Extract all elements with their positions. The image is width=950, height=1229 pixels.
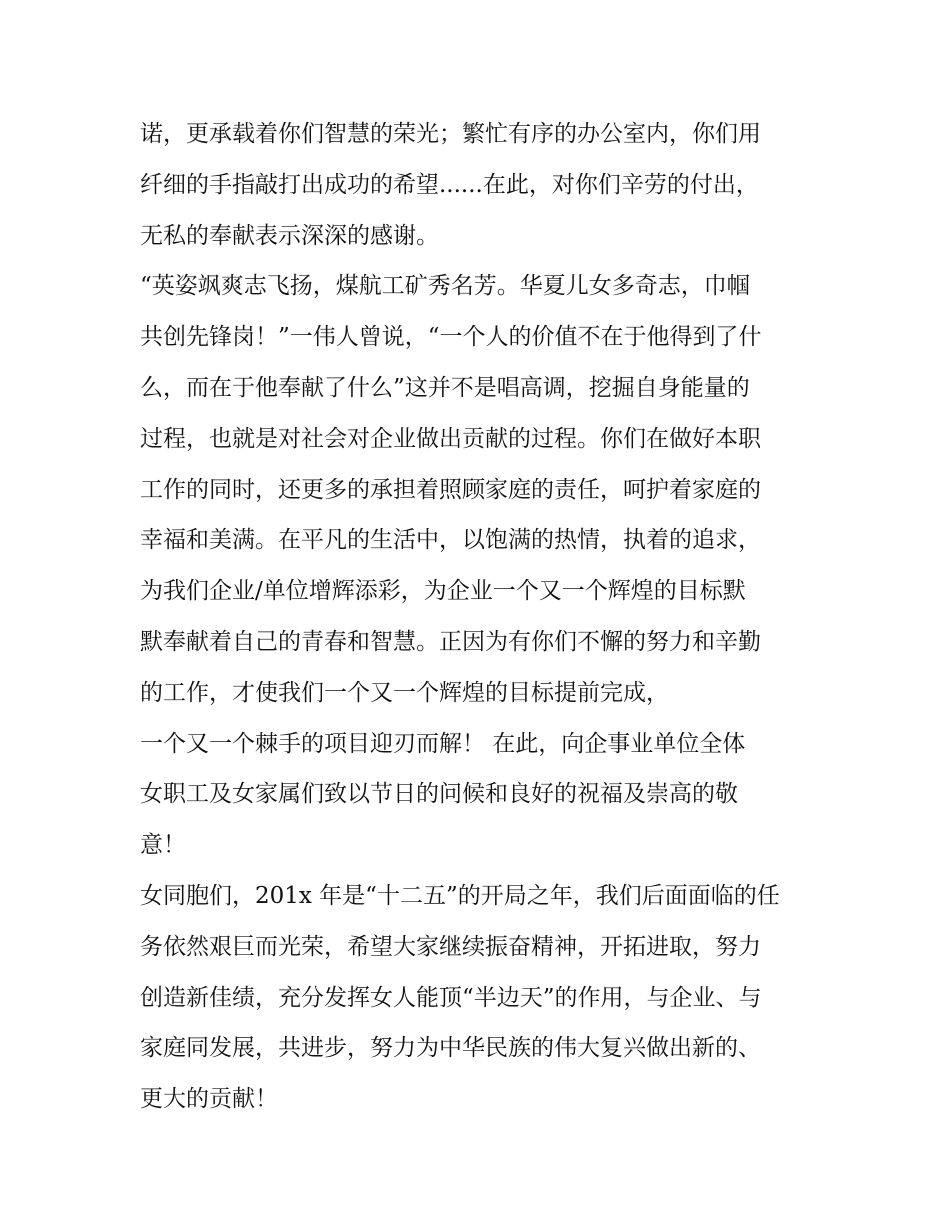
text-line: 意！	[140, 832, 186, 859]
text-line: 么，而在于他奉献了什么”这并不是唱高调，挖掘自身能量的	[140, 374, 750, 401]
text-line: 工作的同时，还更多的承担着照顾家庭的责任，呵护着家庭的	[140, 476, 761, 503]
text-line: 幸福和美满。在平凡的生活中，以饱满的热情，执着的追求，	[140, 527, 761, 554]
text-line: 创造新佳绩，充分发挥女人能顶“半边天”的作用，与企业、与	[140, 984, 762, 1011]
text-line: 为我们企业/单位增辉添彩，为企业一个又一个辉煌的目标默	[140, 578, 746, 605]
body-text	[140, 109, 820, 1125]
text-line: 的工作，才使我们一个又一个辉煌的目标提前完成，	[140, 679, 669, 706]
text-line: “英姿飒爽志飞扬，煤航工矿秀名芳。华夏儿女多奇志，巾帼	[140, 273, 750, 300]
text-line: 过程，也就是对社会对企业做出贡献的过程。你们在做好本职	[140, 425, 761, 452]
text-line: 家庭同发展，共进步，努力为中华民族的伟大复兴做出新的、	[140, 1035, 761, 1062]
text-line: 默奉献着自己的青春和智慧。正因为有你们不懈的努力和辛勤	[140, 628, 761, 655]
text-line: 一个又一个棘手的项目迎刃而解！ 在此，向企事业单位全体	[140, 730, 746, 757]
text-line: 更大的贡献！	[140, 1086, 278, 1113]
text-line: 务依然艰巨而光荣，希望大家继续振奋精神，开拓进取，努力	[140, 933, 761, 960]
text-line: 无私的奉献表示深深的感谢。	[140, 222, 439, 249]
text-line: 女同胞们，201x 年是“十二五”的开局之年，我们后面面临的任	[140, 882, 780, 909]
text-line: 共创先锋岗！”一伟人曾说，“一个人的价值不在于他得到了什	[140, 324, 762, 351]
text-line: 女职工及女家属们致以节日的问候和良好的祝福及崇高的敬	[140, 781, 738, 808]
text-line: 诺，更承载着你们智慧的荣光；繁忙有序的办公室内，你们用	[140, 121, 761, 147]
text-line: 纤细的手指敲打出成功的希望......在此，对你们辛劳的付出，	[140, 171, 759, 198]
